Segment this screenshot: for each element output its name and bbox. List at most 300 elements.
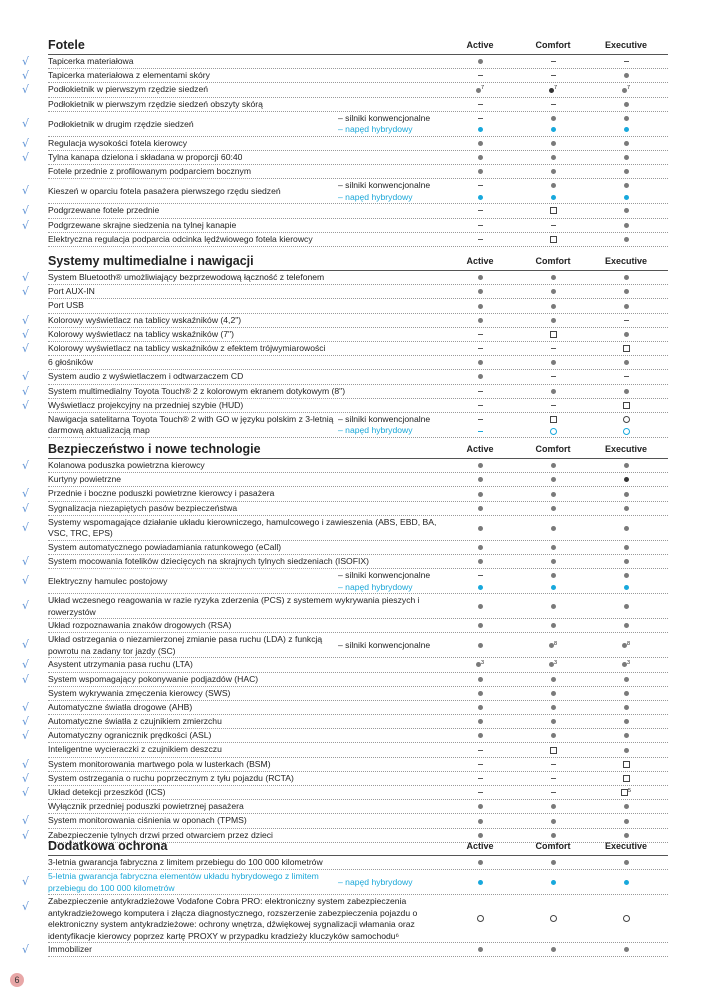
availability-cell xyxy=(450,787,510,798)
option-square-icon xyxy=(621,787,631,800)
standard-dot-icon xyxy=(624,166,629,177)
feature-label: System audio z wyświetlaczem i odtwarzaczem CD xyxy=(48,371,244,382)
availability-cell xyxy=(596,414,656,425)
availability-cell xyxy=(523,357,583,368)
availability-cell xyxy=(523,744,583,755)
accessory-circle-icon xyxy=(623,913,630,924)
standard-dot-icon xyxy=(478,674,483,685)
standard-dot-icon xyxy=(624,70,629,81)
standard-dot-icon xyxy=(478,944,483,955)
handwritten-check-icon: √ xyxy=(22,487,30,501)
accessory-circle-icon xyxy=(477,913,484,924)
standard-dot-icon xyxy=(624,556,629,567)
feature-label: 3-letnia gwarancja fabryczna z limitem przebiegu do 100 000 kilometrów xyxy=(48,857,323,867)
standard-dot-icon xyxy=(624,674,629,685)
standard-dot-icon xyxy=(551,716,556,727)
standard-dot-icon xyxy=(624,205,629,216)
engine-variant-label: – napęd hybrydowy xyxy=(338,124,413,135)
availability-cell xyxy=(450,759,510,770)
availability-cell xyxy=(523,124,583,135)
handwritten-check-icon: √ xyxy=(22,327,30,341)
table-row xyxy=(22,487,668,501)
availability-cell xyxy=(450,357,510,368)
not-available-dash-icon xyxy=(551,759,556,770)
availability-cell xyxy=(450,582,510,593)
not-available-dash-icon xyxy=(624,56,629,67)
standard-dot-icon xyxy=(551,570,556,581)
availability-cell xyxy=(523,716,583,727)
standard-dot-icon xyxy=(551,674,556,685)
footnote-marker: 7 xyxy=(626,85,631,92)
not-available-dash-icon xyxy=(478,329,483,340)
standard-dot-icon xyxy=(624,474,629,485)
engine-variant-label: – napęd hybrydowy xyxy=(338,877,413,888)
not-available-dash-icon xyxy=(478,113,483,124)
footnote-marker: 3 xyxy=(553,660,558,667)
not-available-dash-icon xyxy=(551,773,556,784)
availability-cell xyxy=(523,343,583,354)
availability-cell xyxy=(450,857,510,868)
availability-cell xyxy=(523,70,583,81)
feature-label: System monitorowania ciśnienia w oponach (TPMS) xyxy=(48,815,247,826)
standard-dot-icon xyxy=(478,488,483,499)
standard-dot-icon xyxy=(624,815,629,826)
availability-cell xyxy=(523,601,583,612)
table-row xyxy=(22,384,668,399)
standard-dot-icon xyxy=(478,272,483,283)
handwritten-check-icon: √ xyxy=(22,638,30,652)
availability-cell xyxy=(450,286,510,297)
standard-dot-icon xyxy=(551,620,556,631)
handwritten-check-icon: √ xyxy=(22,370,30,384)
feature-label: Port AUX-IN xyxy=(48,286,95,297)
availability-cell xyxy=(596,124,656,135)
not-available-dash-icon xyxy=(551,400,556,411)
availability-cell xyxy=(523,414,583,425)
standard-dot-icon xyxy=(622,84,630,97)
standard-dot-icon xyxy=(549,659,557,672)
rows xyxy=(22,856,668,957)
availability-cell xyxy=(596,688,656,699)
hybrid-dot-icon xyxy=(624,877,629,888)
availability-cell xyxy=(450,70,510,81)
column-header-active: Active xyxy=(466,841,494,851)
option-square-icon xyxy=(550,329,557,340)
feature-label: System Bluetooth® umożliwiający bezprzewodową łączność z telefonem xyxy=(48,272,325,282)
availability-cell xyxy=(450,234,510,245)
standard-dot-icon xyxy=(551,357,556,368)
handwritten-check-icon: √ xyxy=(22,786,30,799)
availability-cell xyxy=(596,84,656,97)
availability-cell xyxy=(450,329,510,340)
section-title: Fotele xyxy=(48,38,85,52)
standard-dot-icon xyxy=(551,801,556,812)
feature-label: Podłokietnik w pierwszym rzędzie siedzeń obszyty skórą xyxy=(48,98,263,109)
availability-cell xyxy=(596,556,656,567)
feature-label: Układ wczesnego reagowania w razie ryzyka zderzenia (PCS) z systemem wykrywania pieszych i rowerzystów xyxy=(48,595,420,617)
availability-cell xyxy=(450,702,510,713)
availability-cell xyxy=(523,220,583,231)
availability-cell xyxy=(450,542,510,553)
hybrid-dot-icon xyxy=(478,124,483,135)
availability-cell xyxy=(523,205,583,216)
engine-variant-label: – silniki konwencjonalne xyxy=(338,180,431,191)
table-row xyxy=(22,516,668,541)
availability-cell xyxy=(523,315,583,326)
standard-dot-icon xyxy=(478,556,483,567)
availability-cell xyxy=(596,944,656,955)
handwritten-check-icon: √ xyxy=(22,729,30,743)
feature-label: System mocowania fotelików dziecięcych na skrajnych tylnych siedzeniach (ISOFIX) xyxy=(48,555,369,566)
availability-cell xyxy=(523,99,583,110)
not-available-dash-icon xyxy=(478,99,483,110)
availability-cell xyxy=(523,329,583,340)
standard-dot-icon xyxy=(478,620,483,631)
availability-cell xyxy=(596,234,656,245)
handwritten-check-icon: √ xyxy=(22,204,30,218)
handwritten-check-icon: √ xyxy=(22,554,30,568)
footnote-marker: 3 xyxy=(626,660,631,667)
table-row xyxy=(22,398,668,413)
availability-cell xyxy=(450,570,510,581)
availability-cell xyxy=(450,113,510,124)
table-row xyxy=(22,179,668,204)
availability-cell xyxy=(596,56,656,67)
table-row xyxy=(48,473,668,487)
not-available-dash-icon xyxy=(551,787,556,798)
standard-dot-icon xyxy=(478,315,483,326)
standard-dot-icon xyxy=(478,716,483,727)
table-row xyxy=(22,870,668,895)
availability-cell xyxy=(523,773,583,784)
standard-dot-icon xyxy=(551,272,556,283)
availability-cell xyxy=(523,180,583,191)
handwritten-check-icon: √ xyxy=(22,341,30,355)
availability-cell xyxy=(523,460,583,471)
availability-cell xyxy=(523,857,583,868)
feature-label: Kolorowy wyświetlacz na tablicy wskaźników z efektem trójwymiarowości xyxy=(48,342,326,353)
availability-cell xyxy=(523,787,583,798)
handwritten-check-icon: √ xyxy=(22,814,30,828)
standard-dot-icon xyxy=(551,542,556,553)
availability-cell xyxy=(596,815,656,826)
handwritten-check-icon: √ xyxy=(22,398,30,412)
availability-cell xyxy=(523,503,583,514)
availability-cell xyxy=(596,744,656,755)
table-row xyxy=(48,98,668,112)
table-row xyxy=(22,501,668,516)
standard-dot-icon xyxy=(549,84,557,97)
standard-dot-icon xyxy=(478,300,483,311)
not-available-dash-icon xyxy=(478,205,483,216)
availability-cell xyxy=(596,523,656,534)
availability-cell xyxy=(596,70,656,81)
standard-dot-icon xyxy=(476,659,484,672)
table-row xyxy=(22,459,668,473)
standard-dot-icon xyxy=(551,460,556,471)
section-header xyxy=(48,254,668,271)
feature-label: Kolorowy wyświetlacz na tablicy wskaźników (4,2") xyxy=(48,314,242,325)
not-available-dash-icon xyxy=(478,386,483,397)
column-header-executive: Executive xyxy=(604,841,648,851)
standard-dot-icon xyxy=(624,113,629,124)
table-row xyxy=(22,715,668,729)
handwritten-check-icon: √ xyxy=(22,700,30,714)
standard-dot-icon xyxy=(478,801,483,812)
availability-cell xyxy=(523,488,583,499)
feature-label: Elektryczny hamulec postojowy xyxy=(48,576,168,587)
handwritten-check-icon: √ xyxy=(22,136,30,150)
feature-label: Automatyczny ogranicznik prędkości (ASL) xyxy=(48,730,212,741)
standard-dot-icon xyxy=(624,801,629,812)
availability-cell xyxy=(596,180,656,191)
availability-cell xyxy=(523,801,583,812)
table-row xyxy=(48,541,668,555)
table-row xyxy=(48,687,668,701)
engine-variant-label: – silniki konwencjonalne xyxy=(338,570,431,581)
handwritten-check-icon: √ xyxy=(22,459,30,472)
availability-cell xyxy=(523,570,583,581)
availability-cell xyxy=(523,286,583,297)
table-row xyxy=(22,150,668,165)
availability-cell xyxy=(596,138,656,149)
availability-cell xyxy=(596,386,656,397)
rows xyxy=(22,271,668,438)
feature-label: Kolorowy wyświetlacz na tablicy wskaźników (7") xyxy=(48,328,234,339)
table-row xyxy=(22,341,668,356)
feature-label: Podłokietnik w drugim rzędzie siedzeń xyxy=(48,118,194,129)
availability-cell xyxy=(596,166,656,177)
table-row xyxy=(22,69,668,83)
availability-cell xyxy=(523,620,583,631)
hybrid-dot-icon xyxy=(478,192,483,203)
accessory-circle-icon xyxy=(623,425,630,436)
standard-dot-icon xyxy=(624,523,629,534)
availability-cell xyxy=(596,582,656,593)
handwritten-check-icon: √ xyxy=(22,83,30,97)
handwritten-check-icon: √ xyxy=(22,313,30,327)
not-available-dash-icon xyxy=(624,315,629,326)
footnote-marker: 3 xyxy=(480,660,485,667)
availability-cell xyxy=(596,220,656,231)
feature-label: Elektryczna regulacja podparcia odcinka lędźwiowego fotela kierowcy xyxy=(48,233,313,244)
availability-cell xyxy=(523,944,583,955)
table-row xyxy=(48,800,668,814)
feature-label: Przednie i boczne poduszki powietrzne kierowcy i pasażera xyxy=(48,488,275,499)
availability-cell xyxy=(450,300,510,311)
standard-dot-icon xyxy=(549,640,557,653)
availability-cell xyxy=(596,601,656,612)
table-row xyxy=(48,413,668,438)
hybrid-dot-icon xyxy=(624,192,629,203)
standard-dot-icon xyxy=(478,542,483,553)
availability-cell xyxy=(450,640,510,651)
handwritten-check-icon: √ xyxy=(22,771,30,785)
feature-label: Systemy wspomagające działanie układu kierowniczego, hamulcowego i zawieszenia (ABS, EBD, BA, VSC, TRC, EPS) xyxy=(48,516,437,539)
feature-label: Inteligentne wycieraczki z czujnikiem deszczu xyxy=(48,744,222,755)
availability-cell xyxy=(450,488,510,499)
standard-dot-icon xyxy=(478,138,483,149)
availability-cell xyxy=(450,56,510,67)
column-header-comfort: Comfort xyxy=(535,256,571,266)
standard-dot-icon xyxy=(476,84,484,97)
availability-cell xyxy=(450,414,510,425)
availability-cell xyxy=(596,400,656,411)
availability-cell xyxy=(523,523,583,534)
availability-cell xyxy=(596,371,656,382)
engine-variant-label: – napęd hybrydowy xyxy=(338,581,413,592)
standard-dot-icon xyxy=(478,371,483,382)
column-header-executive: Executive xyxy=(604,444,648,454)
availability-cell xyxy=(523,272,583,283)
standard-dot-icon xyxy=(478,286,483,297)
standard-dot-icon xyxy=(551,386,556,397)
engine-variant-label: – napęd hybrydowy xyxy=(338,191,413,202)
hybrid-dot-icon xyxy=(551,582,556,593)
not-available-dash-icon xyxy=(478,744,483,755)
availability-cell xyxy=(596,192,656,203)
availability-cell xyxy=(450,192,510,203)
availability-cell xyxy=(450,386,510,397)
hybrid-dot-icon xyxy=(551,192,556,203)
handwritten-check-icon: √ xyxy=(22,116,30,130)
table-row xyxy=(22,658,668,672)
option-square-icon xyxy=(550,205,557,216)
option-square-icon xyxy=(623,773,630,784)
availability-cell xyxy=(596,343,656,354)
availability-cell xyxy=(596,702,656,713)
not-available-dash-icon xyxy=(551,371,556,382)
section-seats xyxy=(22,38,668,247)
availability-cell xyxy=(596,113,656,124)
handwritten-check-icon: √ xyxy=(22,828,30,842)
availability-cell xyxy=(523,234,583,245)
feature-label: 6 głośników xyxy=(48,357,93,368)
availability-cell xyxy=(596,801,656,812)
availability-cell xyxy=(523,913,583,924)
availability-cell xyxy=(450,688,510,699)
table-row xyxy=(22,55,668,69)
table-row xyxy=(48,356,668,370)
standard-dot-icon xyxy=(478,857,483,868)
table-row xyxy=(22,271,668,285)
availability-cell xyxy=(523,84,583,97)
availability-cell xyxy=(450,180,510,191)
handwritten-check-icon: √ xyxy=(22,574,30,588)
standard-dot-icon xyxy=(551,315,556,326)
standard-dot-icon xyxy=(624,702,629,713)
standard-dot-icon xyxy=(624,152,629,163)
standard-dot-icon xyxy=(478,503,483,514)
feature-label: Podłokietnik w pierwszym rzędzie siedzeń xyxy=(48,84,209,95)
feature-label: Układ ostrzegania o niezamierzonej zmianie pasa ruchu (LDA) z funkcją powrotu na zadany tor jazdy (SC) xyxy=(48,634,323,656)
not-available-dash-icon xyxy=(551,99,556,110)
accessory-circle-icon xyxy=(550,425,557,436)
availability-cell xyxy=(523,192,583,203)
not-available-dash-icon xyxy=(478,787,483,798)
table-row xyxy=(22,204,668,218)
feature-label: Automatyczne światła z czujnikiem zmierzchu xyxy=(48,716,222,727)
not-available-dash-icon xyxy=(624,371,629,382)
standard-dot-icon xyxy=(551,166,556,177)
option-square-icon xyxy=(623,400,630,411)
handwritten-check-icon: √ xyxy=(22,150,30,164)
availability-cell xyxy=(523,400,583,411)
handwritten-check-icon: √ xyxy=(22,285,30,299)
availability-cell xyxy=(596,300,656,311)
availability-cell xyxy=(596,357,656,368)
availability-cell xyxy=(596,640,656,653)
feature-label: System monitorowania martwego pola w lusterkach (BSM) xyxy=(48,758,271,769)
feature-label: Tapicerka materiałowa xyxy=(48,56,134,66)
standard-dot-icon xyxy=(478,730,483,741)
handwritten-check-icon: √ xyxy=(22,900,30,914)
standard-dot-icon xyxy=(551,503,556,514)
engine-variant-label: – napęd hybrydowy xyxy=(338,425,413,436)
column-header-comfort: Comfort xyxy=(535,841,571,851)
accessory-circle-icon xyxy=(623,414,630,425)
feature-label: Wyświetlacz projekcyjny na przedniej szybie (HUD) xyxy=(48,399,244,410)
availability-cell xyxy=(523,759,583,770)
availability-cell xyxy=(450,460,510,471)
table-row xyxy=(22,218,668,233)
table-row xyxy=(48,743,668,757)
standard-dot-icon xyxy=(478,474,483,485)
standard-dot-icon xyxy=(478,702,483,713)
table-row xyxy=(48,165,668,179)
availability-cell xyxy=(450,601,510,612)
availability-cell xyxy=(450,205,510,216)
footnote-marker: 8 xyxy=(553,641,558,648)
availability-cell xyxy=(596,425,656,436)
feature-label: 5-letnia gwarancja fabryczna elementów układu hybrydowego z limitem przebiegu do 100 000 kilometrów xyxy=(48,871,319,893)
standard-dot-icon xyxy=(478,601,483,612)
availability-cell xyxy=(450,744,510,755)
hybrid-dot-icon xyxy=(551,877,556,888)
handwritten-check-icon: √ xyxy=(22,672,30,686)
engine-variant-label: – silniki konwencjonalne xyxy=(338,413,431,424)
availability-cell xyxy=(523,659,583,672)
standard-dot-icon xyxy=(551,474,556,485)
availability-cell xyxy=(450,913,510,924)
table-row xyxy=(48,856,668,870)
footnote-marker: 8 xyxy=(626,641,631,648)
table-row xyxy=(22,327,668,342)
handwritten-check-icon: √ xyxy=(22,271,30,284)
availability-cell xyxy=(596,315,656,326)
accessory-circle-icon xyxy=(550,913,557,924)
standard-dot-icon xyxy=(478,166,483,177)
not-available-dash-icon xyxy=(551,70,556,81)
feature-label: Kieszeń w oparciu fotela pasażera pierwszego rzędu siedzeń xyxy=(48,186,281,197)
feature-label: System wykrywania zmęczenia kierowcy (SWS) xyxy=(48,687,231,698)
table-row xyxy=(22,786,668,800)
table-row xyxy=(22,112,668,137)
handwritten-check-icon: √ xyxy=(22,69,30,83)
availability-cell xyxy=(450,220,510,231)
table-row xyxy=(22,700,668,715)
standard-dot-icon xyxy=(624,503,629,514)
table-row xyxy=(22,672,668,687)
availability-cell xyxy=(450,138,510,149)
standard-dot-icon xyxy=(551,556,556,567)
standard-dot-icon xyxy=(478,640,483,651)
availability-cell xyxy=(523,138,583,149)
standard-dot-icon xyxy=(551,815,556,826)
handwritten-check-icon: √ xyxy=(22,55,30,68)
not-available-dash-icon xyxy=(551,220,556,231)
availability-cell xyxy=(523,386,583,397)
